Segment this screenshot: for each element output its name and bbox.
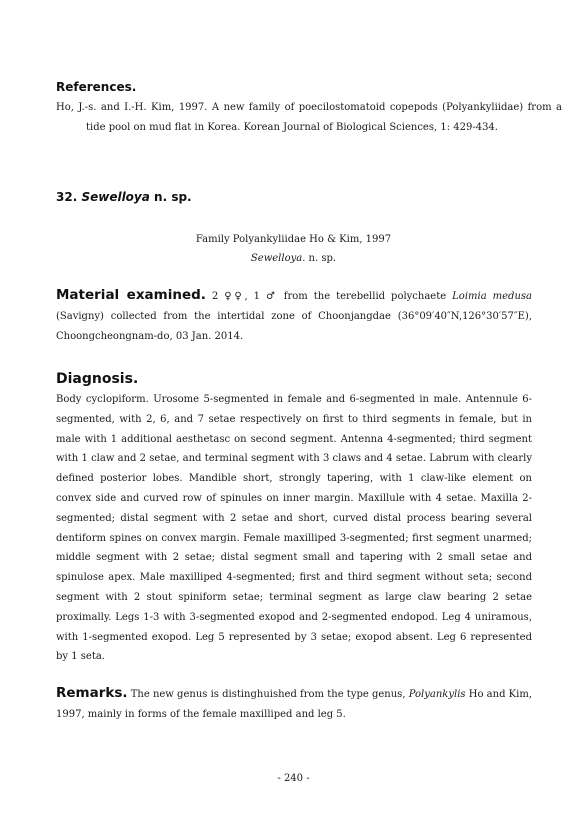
material-text-before: 2 ♀♀, 1 ♂ from the terebellid polychaete — [205, 291, 453, 302]
material-heading: Material examined. — [56, 287, 206, 303]
taxon-line — [0, 249, 587, 268]
remarks-paragraph — [56, 684, 532, 725]
diagnosis-text: Body cyclopiform. Urosome 5-segmented in female and 6-segmented in male. Antennule 6-segmented, with 2, 6, and 7 setae respectively on first to third segments in female, but in male with 1 additional aesthetasc on second segment. Antenna 4-segmented; third segment with 1 claw and 2 setae, and terminal segment with 3 claws and 4 setae. Labrum with clearly defined posterior lobes. Mandible short, strongly tapering, with 1 claw-like element on convex side and curved row of spinules on inner margin. Maxillule with 4 setae. Maxilla 2-segmented; distal segment with 2 setae and short, curved distal process bearing several dentiform spines on convex margin. Female maxilliped 3-segmented; first segment unarmed; middle segment with 2 setae; distal segment small and tapering with 2 small setae and spinulose apex. Male maxilliped 4-segmented; first and third segment without seta; second segment with 2 stout spiniform setae; terminal segment as large claw bearing 2 setae proximally. Legs 1-3 with 3-segmented exopod and 2-segmented endopod. Leg 4 uniramous, with 1-segmented exopod. Leg 5 represented by 3 setae; exopod absent. Leg 6 represented by 1 seta. — [56, 394, 532, 663]
diagnosis-heading: Diagnosis. — [56, 371, 139, 387]
remarks-genus: Polyankylis — [408, 689, 466, 700]
material-text-after: (Savigny) collected from the intertidal zone of Choonjangdae (36°09′40″N,126°30′57″E), Choongcheongnam-do, 03 Jan. 2014. — [56, 310, 532, 342]
taxon-suffix: . n. sp. — [302, 253, 337, 264]
species-heading — [56, 190, 532, 204]
remarks-text-after: Ho and Kim, 1997, mainly in forms of the female maxilliped and leg 5. — [56, 689, 533, 720]
material-host: Loimia medusa — [452, 291, 532, 302]
species-number: 32. — [56, 190, 78, 204]
material-examined-paragraph — [56, 286, 532, 346]
remarks-text-before: The new genus is distinghuished from the type genus, — [127, 689, 409, 700]
family-line: Family Polyankyliidae Ho & Kim, 1997 — [195, 234, 392, 245]
remarks-heading: Remarks. — [56, 685, 128, 701]
species-suffix: n. sp. — [154, 190, 192, 204]
taxon-genus: Sewelloya — [250, 253, 303, 264]
reference-entry: Ho, J.-s. and I.-H. Kim, 1997. A new family of poecilostomatoid copepods (Polyankyliidae) from a tide pool on mud flat in Korea. Korean Journal of Biological Sciences, 1: 429-434. — [56, 102, 562, 133]
page-number: - 240 - — [277, 773, 310, 784]
species-genus: Sewelloya — [81, 190, 150, 204]
references-heading: References. — [56, 80, 137, 94]
